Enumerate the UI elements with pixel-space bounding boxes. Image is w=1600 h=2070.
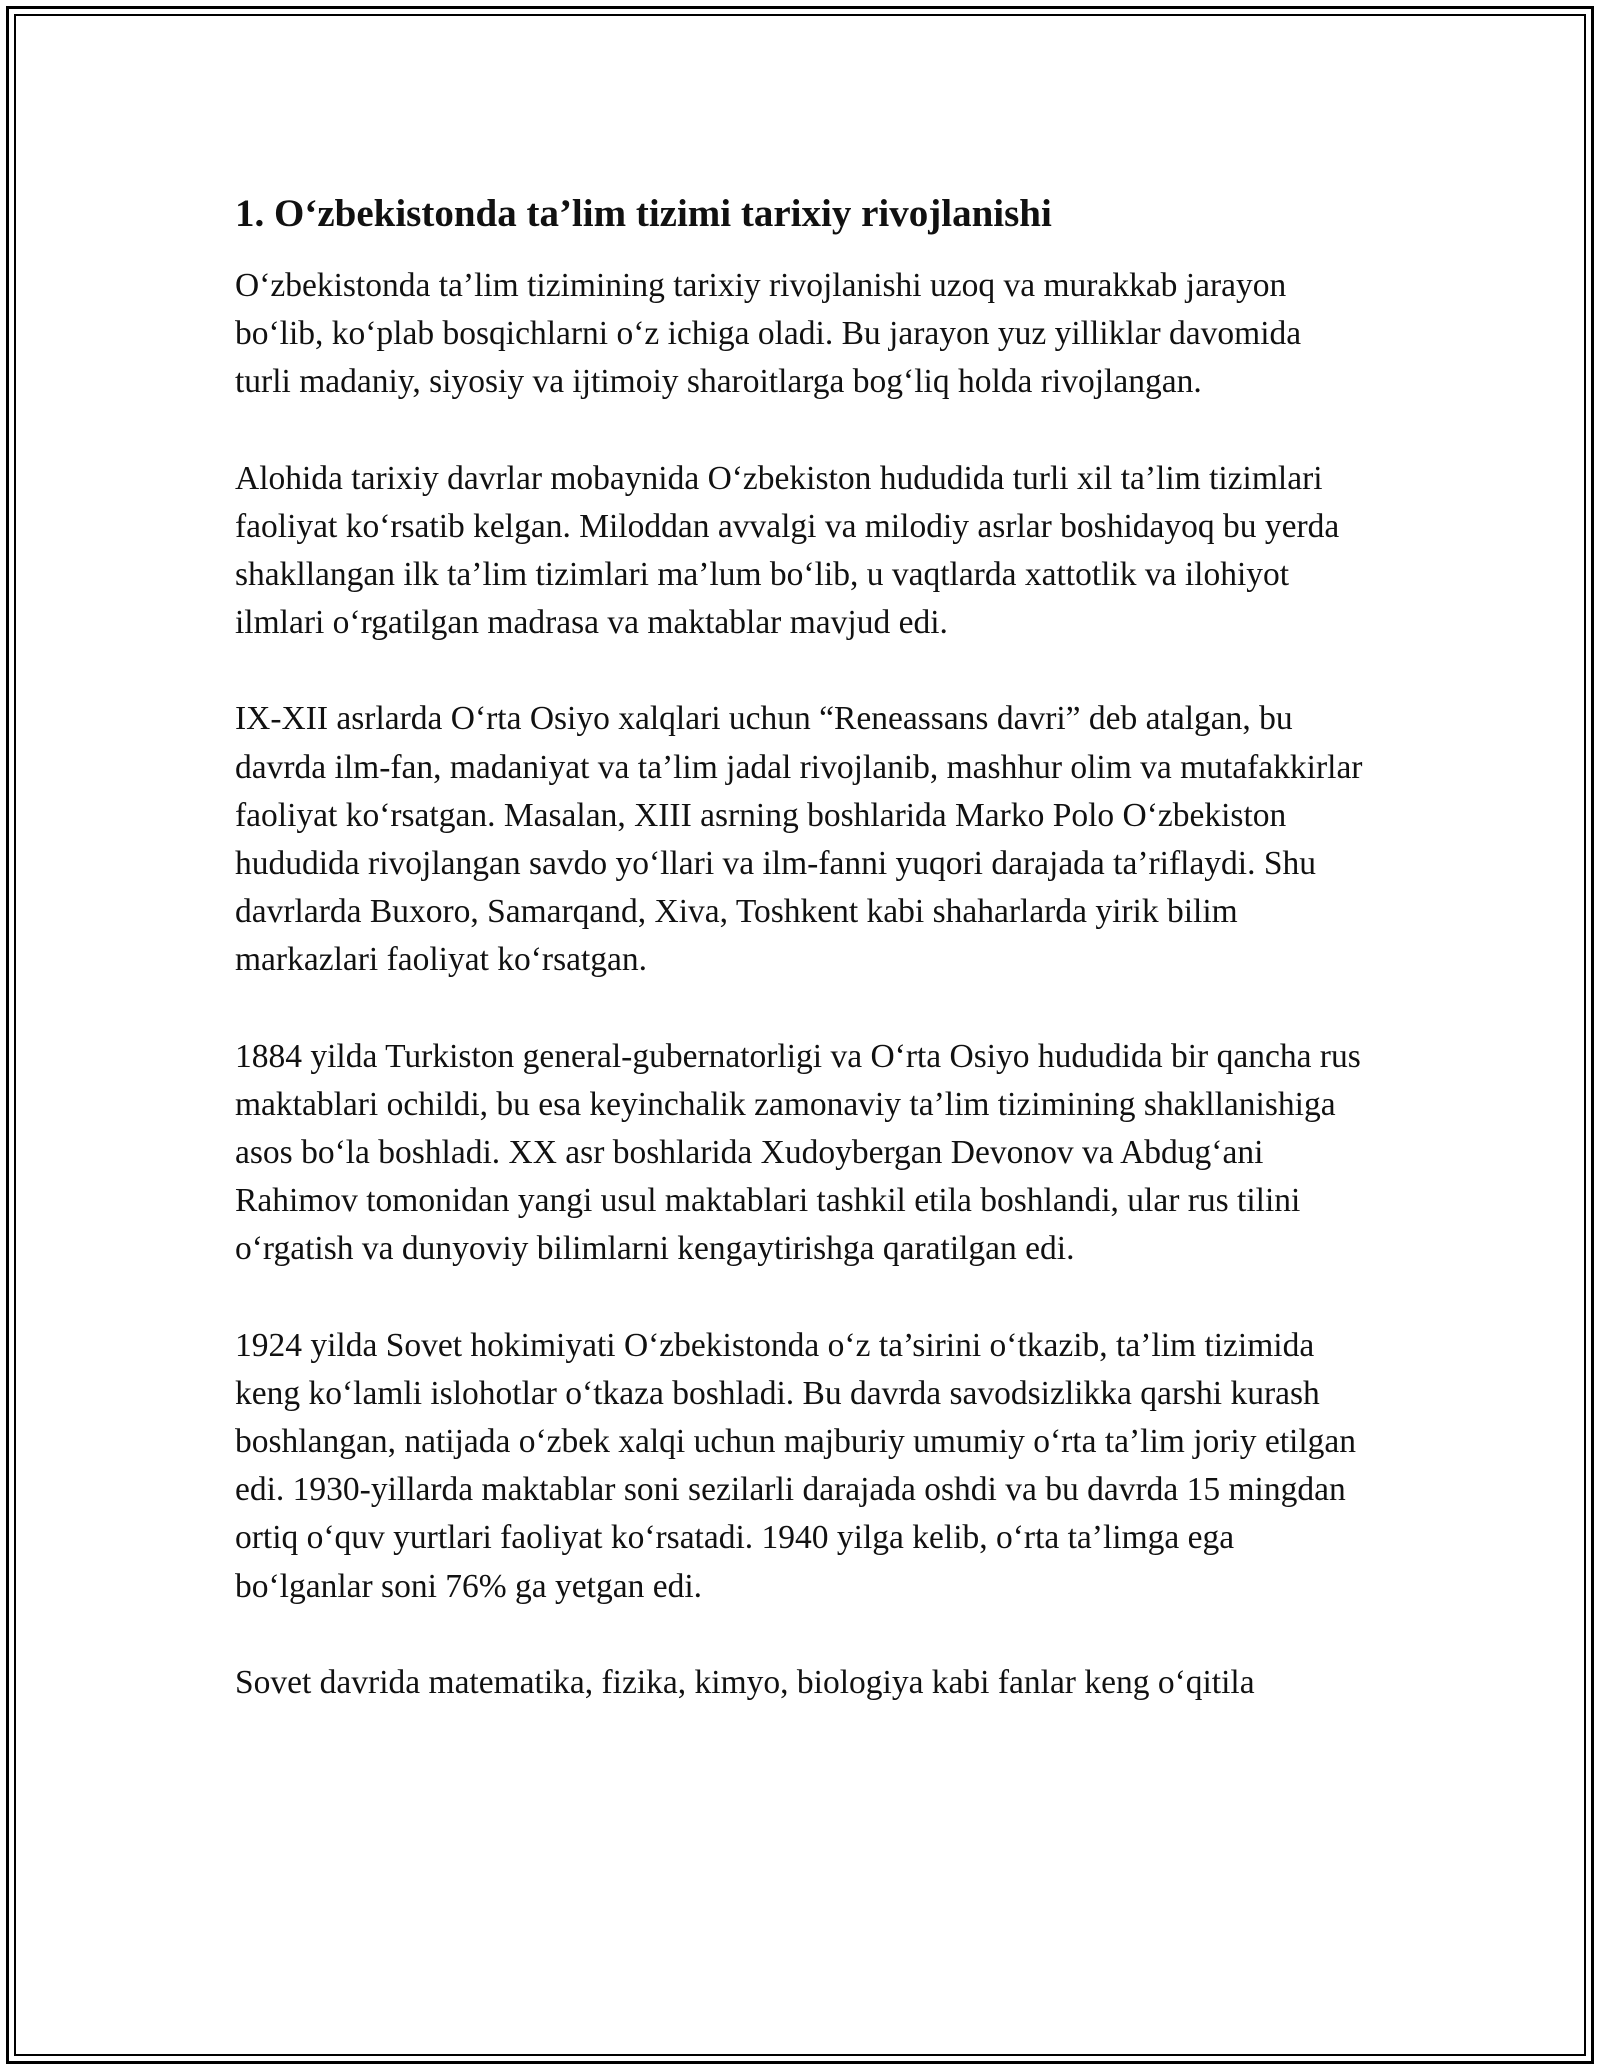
document-body [235,186,1365,1707]
paragraph-6: Sovet davrida matematika, fizika, kimyo, biologiya kabi fanlar keng o‘qitila [235,1663,1255,1701]
section-heading: 1. O‘zbekistonda ta’lim tizimi tarixiy rivojlanishi [235,192,1052,235]
paragraph-5: 1924 yilda Sovet hokimiyati O‘zbekistonda o‘z ta’sirini o‘tkazib, ta’lim tizimida keng ko‘lamli islohotlar o‘tkaza boshladi. Bu davrda savodsizlikka qarshi kurash boshlangan, natijada o‘zbek xalqi uchun majburiy umumiy o‘rta ta’lim joriy etilgan edi. 1930-yillarda maktablar soni sezilarli darajada oshdi va bu davrda 15 mingdan ortiq o‘quv yurtlari faoliyat ko‘rsatadi. 1940 yilga kelib, o‘rta ta’limga ega bo‘lganlar soni 76% ga yetgan edi. [235,1326,1357,1605]
paragraph-4: 1884 yilda Turkiston general-gubernatorligi va O‘rta Osiyo hududida bir qancha rus maktablari ochildi, bu esa keyinchalik zamonaviy ta’lim tizimining shakllanishiga asos bo‘la boshladi. XX asr boshlarida Xudoybergan Devonov va Abdug‘ani Rahimov tomonidan yangi usul maktablari tashkil etila boshlandi, ular rus tilini o‘rgatish va dunyoviy bilimlarni kengaytirishga qaratilgan edi. [235,1037,1361,1268]
paragraph-2: Alohida tarixiy davrlar mobaynida O‘zbekiston hududida turli xil ta’lim tizimlari faoliyat ko‘rsatib kelgan. Miloddan avvalgi va milodiy asrlar boshidayoq bu yerda shakllangan ilk ta’lim tizimlari ma’lum bo‘lib, u vaqtlarda xattotlik va ilohiyot ilmlari o‘rgatilgan madrasa va maktablar mavjud edi. [235,459,1340,642]
paragraph-3: IX-XII asrlarda O‘rta Osiyo xalqlari uchun “Reneassans davri” deb atalgan, bu davrda ilm-fan, madaniyat va ta’lim jadal rivojlanib, mashhur olim va mutafakkirlar faoliyat ko‘rsatgan. Masalan, XIII asrning boshlarida Marko Polo O‘zbekiston hududida rivojlangan savdo yo‘llari va ilm-fanni yuqori darajada ta’riflaydi. Shu davrlarda Buxoro, Samarqand, Xiva, Toshkent kabi shaharlarda yirik bilim markazlari faoliyat ko‘rsatgan. [235,700,1363,979]
paragraph-1: O‘zbekistonda ta’lim tizimining tarixiy rivojlanishi uzoq va murakkab jarayon bo‘lib, ko‘plab bosqichlarni o‘z ichiga oladi. Bu jarayon yuz yilliklar davomida turli madaniy, siyosiy va ijtimoiy sharoitlarga bog‘liq holda rivojlangan. [235,267,1302,401]
